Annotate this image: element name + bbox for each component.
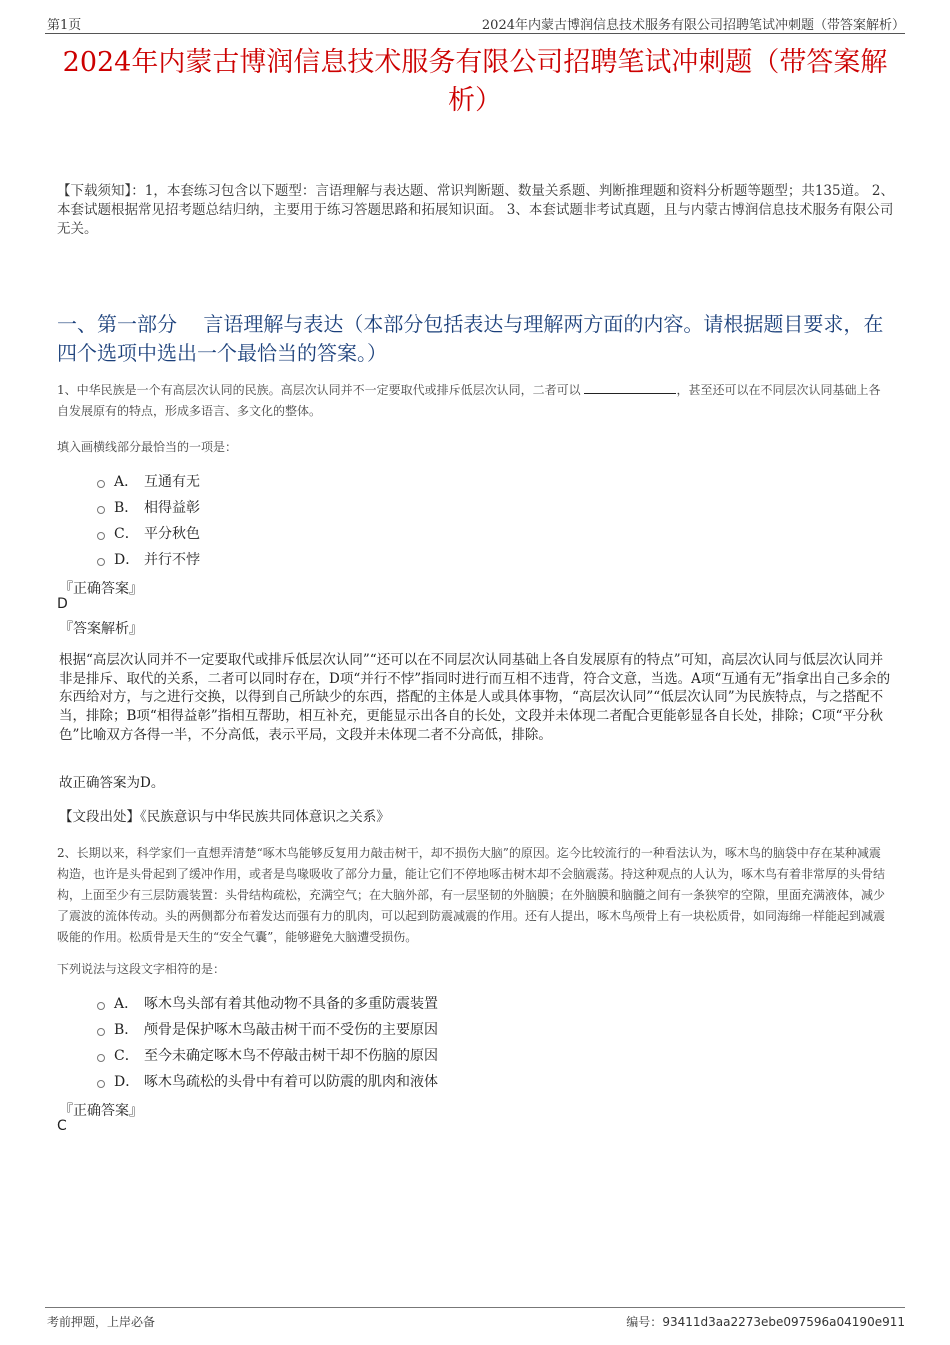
answer-conclusion: 故正确答案为D。 [59, 775, 165, 791]
radio-icon[interactable] [97, 1054, 105, 1062]
footer-code [626, 1313, 905, 1330]
option-letter: D． [114, 552, 140, 568]
passage-source: 【文段出处】《民族意识与中华民族共同体意识之关系》 [59, 809, 390, 825]
option-d[interactable] [97, 1068, 438, 1094]
radio-icon[interactable] [97, 532, 105, 540]
answer-analysis: 根据“高层次认同并不一定要取代或排斥低层次认同”“还可以在不同层次认同基础上各自发展原有的特点”可知，高层次认同与低层次认同并非是排斥、取代的关系，二者可以同时存在，D项“并行不悖”指同时进行而互相不违背，符合文意，当选。A项“互通有无”指拿出自己多余的东西给对方，与之进行交换，以得到自己所缺少的东西，搭配的主体是人或具体事物，“高层次认同”“低层次认同”为民族特点，与之搭配不当，排除；B项“相得益彰”指相互帮助，相互补充，更能显示出各自的长处，文段并未体现二者配合更能彰显各自长处，排除；C项“平分秋色”比喻双方各得一半，不分高低，表示平局，文段并未体现二者不分高低，排除。 [59, 652, 891, 743]
download-notice: 【下载须知】：1，本套练习包含以下题型：言语理解与表达题、常识判断题、数量关系题、判断推理题和资料分析题等题型；共135道。 2、本套试题根据常见招考题总结归纳，主要用于练习答题思路和拓展知识面。 3、本套试题非考试真题，且与内蒙古博润信息技术服务有限公司无关。 [57, 183, 894, 237]
header-doc-title: 2024年内蒙古博润信息技术服务有限公司招聘笔试冲刺题（带答案解析） [481, 18, 905, 33]
question-1-text-after: ，甚至还可以在不同层次认同基础上各自发展原有的特点，形成多语言、多文化的整体。 [57, 383, 881, 418]
radio-icon[interactable] [97, 506, 105, 514]
option-a[interactable] [97, 990, 438, 1016]
option-letter: C． [114, 526, 139, 542]
option-text: 并行不悖 [144, 552, 200, 568]
option-text: 啄木鸟疏松的头骨中有着可以防震的肌肉和液体 [144, 1074, 438, 1090]
question-2-options [97, 990, 438, 1094]
option-a[interactable] [97, 468, 200, 494]
footer-code-label: 编号： [626, 1315, 663, 1329]
radio-icon[interactable] [97, 558, 105, 566]
header-divider [45, 33, 905, 34]
option-letter: C． [114, 1048, 139, 1064]
analysis-label: 『答案解析』 [59, 621, 143, 637]
question-2-prompt: 下列说法与这段文字相符的是： [57, 962, 226, 976]
correct-answer-label: 『正确答案』 [59, 581, 143, 597]
page-number: 第1页 [47, 18, 82, 33]
option-text: 至今未确定啄木鸟不停敲击树干却不伤脑的原因 [144, 1048, 438, 1064]
option-letter: B． [114, 1022, 139, 1038]
document-title: 2024年内蒙古博润信息技术服务有限公司招聘笔试冲刺题（带答案解析） [62, 47, 888, 116]
option-c[interactable] [97, 1042, 438, 1068]
radio-icon[interactable] [97, 1080, 105, 1088]
footer-divider [45, 1307, 905, 1308]
option-letter: D． [114, 1074, 140, 1090]
option-text: 互通有无 [144, 474, 200, 490]
radio-icon[interactable] [97, 480, 105, 488]
option-b[interactable] [97, 1016, 438, 1042]
option-text: 啄木鸟头部有着其他动物不具备的多重防震装置 [144, 996, 438, 1012]
option-letter: A． [114, 996, 139, 1012]
correct-answer: D [57, 596, 68, 612]
option-text: 平分秋色 [144, 526, 200, 542]
correct-answer-label: 『正确答案』 [59, 1103, 143, 1119]
footer-slogan: 考前押题，上岸必备 [47, 1315, 156, 1329]
option-text: 相得益彰 [144, 500, 200, 516]
question-1-text [57, 380, 892, 422]
option-d[interactable] [97, 546, 200, 572]
correct-answer: C [57, 1118, 67, 1134]
option-c[interactable] [97, 520, 200, 546]
section-heading: 一、第一部分 言语理解与表达（本部分包括表达与理解两方面的内容。请根据题目要求，在四个选项中选出一个最恰当的答案。） [57, 312, 884, 365]
radio-icon[interactable] [97, 1002, 105, 1010]
footer-code-value: 93411d3aa2273ebe097596a04190e911 [662, 1315, 905, 1329]
fill-blank [584, 393, 676, 394]
question-1-prompt: 填入画横线部分最恰当的一项是： [57, 440, 238, 454]
option-b[interactable] [97, 494, 200, 520]
question-2-text: 2、长期以来，科学家们一直想弄清楚“啄木鸟能够反复用力敲击树干，却不损伤大脑”的原因。迄今比较流行的一种看法认为，啄木鸟的脑袋中存在某种减震构造，也许是头骨起到了缓冲作用，或者是鸟喙吸收了部分力量，能让它们不停地啄击树木却不会脑震荡。持这种观点的人认为，啄木鸟有着非常厚的头骨结构，上面至少有三层防震装置：头骨结构疏松，充满空气；在大脑外部，有一层坚韧的外脑膜；在外脑膜和脑髓之间有一条狭窄的空隙，里面充满液体，减少了震波的流体传动。头的两侧都分布着发达而强有力的肌肉，可以起到防震减震的作用。还有人提出，啄木鸟颅骨上有一块松质骨，如同海绵一样能起到减震吸能的作用。松质骨是天生的“安全气囊”，能够避免大脑遭受损伤。 [57, 846, 886, 944]
option-text: 颅骨是保护啄木鸟敲击树干而不受伤的主要原因 [144, 1022, 438, 1038]
option-letter: B． [114, 500, 139, 516]
question-1-text-before: 1、中华民族是一个有高层次认同的民族。高层次认同并不一定要取代或排斥低层次认同，二者可以 [57, 383, 585, 397]
question-1-options [97, 468, 200, 572]
option-letter: A． [114, 474, 139, 490]
radio-icon[interactable] [97, 1028, 105, 1036]
